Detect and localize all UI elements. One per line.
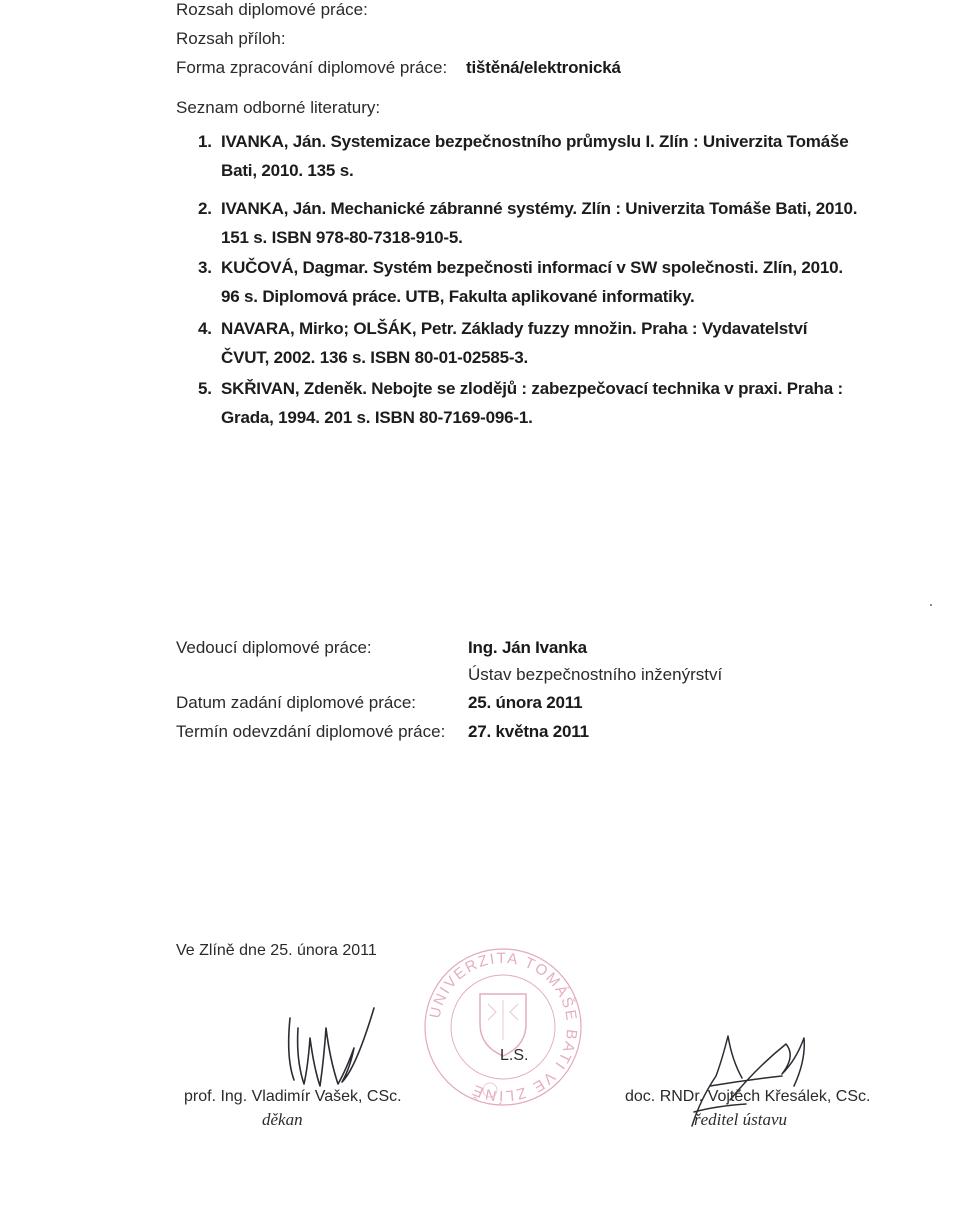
literature-item — [198, 374, 858, 432]
literature-item-number: 5. — [198, 379, 212, 398]
literature-item-number: 1. — [198, 132, 212, 151]
literature-item-number: 2. — [198, 199, 212, 218]
literature-item-text: IVANKA, Ján. Mechanické zábranné systémy. Zlín : Univerzita Tomáše Bati, 2010. 151 s. ISBN 978-80-7318-910-5. — [221, 199, 858, 247]
literature-item-number: 4. — [198, 319, 212, 338]
literature-item — [198, 127, 858, 185]
termin-value: 27. května 2011 — [468, 722, 589, 741]
forma-value: tištěná/elektronická — [466, 58, 621, 77]
stamp-ls: L.S. — [500, 1047, 529, 1064]
forma-label: Forma zpracování diplomové práce: — [176, 58, 448, 77]
literature-item — [198, 253, 858, 311]
rozsah-priloh-label: Rozsah příloh: — [176, 29, 286, 48]
literature-item-text: KUČOVÁ, Dagmar. Systém bezpečnosti informací v SW společnosti. Zlín, 2010. 96 s. Diplomová práce. UTB, Fakulta aplikované informatiky. — [221, 258, 843, 306]
datum-zadani-value: 25. února 2011 — [468, 693, 583, 712]
termin-label: Termín odevzdání diplomové práce: — [176, 722, 446, 741]
director-role: ředitel ústavu — [694, 1110, 788, 1129]
literature-item-text: SKŘIVAN, Zdeněk. Nebojte se zlodějů : zabezpečovací technika v praxi. Praha : Grada, 1994. 201 s. ISBN 80-7169-096-1. — [221, 379, 843, 427]
literatura-label: Seznam odborné literatury: — [176, 98, 381, 117]
scan-speck — [930, 604, 932, 606]
literature-item-text: NAVARA, Mirko; OLŠÁK, Petr. Základy fuzzy množin. Praha : Vydavatelství ČVUT, 2002. 136 s. ISBN 80-01-02585-3. — [221, 319, 808, 367]
dean-role: děkan — [262, 1110, 303, 1129]
vedouci-label: Vedoucí diplomové práce: — [176, 638, 372, 657]
stamp-ring-text: UNIVERZITA TOMÁŠE BATI VE ZLÍNĚ — [426, 949, 581, 1105]
datum-zadani-label: Datum zadání diplomové práce: — [176, 693, 417, 712]
literature-item-text: IVANKA, Ján. Systemizace bezpečnostního průmyslu I. Zlín : Univerzita Tomáše Bati, 2010. 135 s. — [221, 132, 849, 180]
literature-item — [198, 194, 858, 252]
literature-item-number: 3. — [198, 258, 212, 277]
vedouci-ustav: Ústav bezpečnostního inženýrství — [468, 665, 723, 684]
university-stamp — [418, 942, 588, 1112]
dean-name: prof. Ing. Vladimír Vašek, CSc. — [184, 1088, 402, 1105]
director-name: doc. RNDr. Vojtěch Křesálek, CSc. — [625, 1088, 871, 1105]
literature-item — [198, 314, 858, 372]
rozsah-prace-label: Rozsah diplomové práce: — [176, 0, 368, 19]
place-date: Ve Zlíně dne 25. února 2011 — [176, 942, 377, 959]
vedouci-name: Ing. Ján Ivanka — [468, 638, 587, 657]
